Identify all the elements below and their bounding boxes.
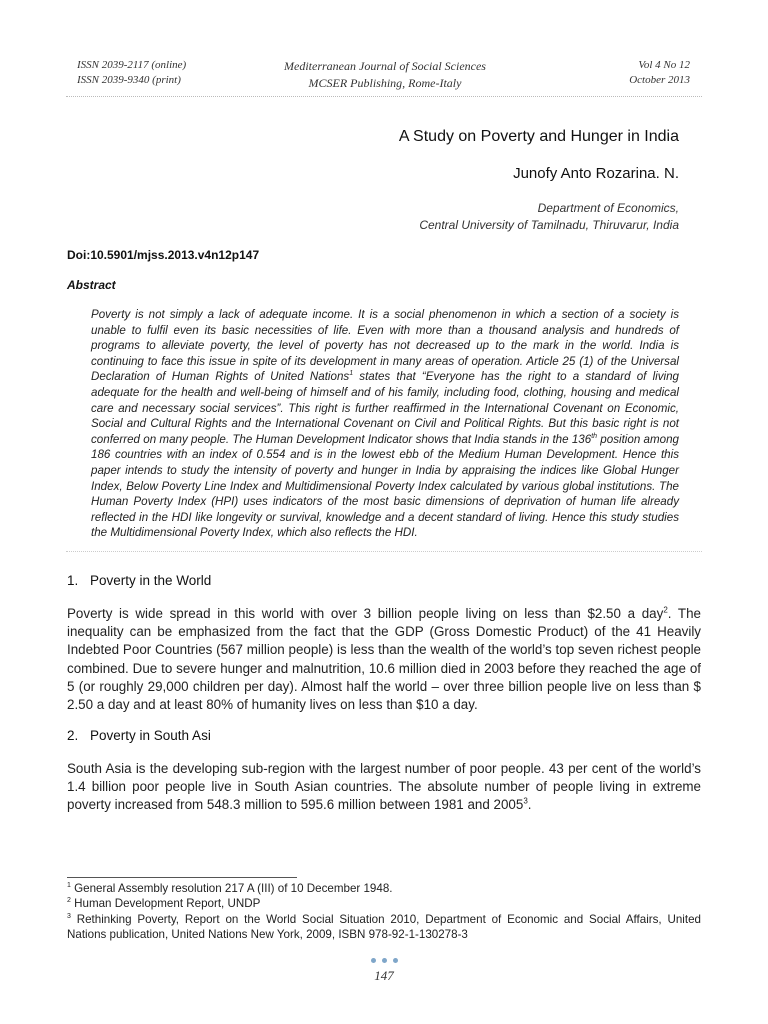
header-journal <box>220 58 550 92</box>
page-number: 147 <box>374 968 394 983</box>
footnote-text: Human Development Report, UNDP <box>70 897 261 911</box>
footnote-divider <box>67 877 297 878</box>
section-title: Poverty in the World <box>90 573 212 588</box>
section-heading-2 <box>67 728 211 743</box>
footnote-ref-3: 3 <box>523 796 528 806</box>
footnote-mark: 3 <box>67 912 71 920</box>
footnotes <box>67 881 701 943</box>
header-issn <box>77 58 186 88</box>
footnote-3 <box>67 912 701 943</box>
footnote-ref-2: 2 <box>663 605 668 615</box>
abstract-text-part-3: position among 186 countries with an index of 0.554 and is in the lowest ebb of the Medium Human Development. Hence this paper intends to study the intensity of poverty and hunger in India by appraising the indices like Global Hunger Index, Below Poverty Line Index and Multidimensional Poverty Index calculated by various global institutions. The Human Poverty Index (HPI) uses indicators of the most basic dimensions of deprivation of human life already reflected in the HDI like longevity or survival, knowledge and a decent standard of living. Hence this study studies the Multidimensional Poverty Index, which also reflects the HDI. <box>91 432 679 540</box>
issn-print: ISSN 2039-9340 (print) <box>77 74 181 86</box>
footnote-mark: 2 <box>67 897 71 905</box>
issn-online: ISSN 2039-2117 (online) <box>77 59 187 71</box>
abstract-body <box>91 307 679 541</box>
affiliation-department: Department of Economics, <box>537 201 679 215</box>
dot-icon <box>371 958 376 963</box>
volume-number: Vol 4 No 12 <box>638 59 690 71</box>
affiliation-university: Central University of Tamilnadu, Thiruvarur, India <box>419 218 679 232</box>
abstract-text-part-2: states that “Everyone has the right to a standard of living adequate for the health and well-being of himself and of his family, including food, clothing, housing and medical care and necessary social services”. This right is further reaffirmed in the International Covenant on Economic, Social and Cultural Rights and the International Covenant on Civil and Political Rights. But this basic right is not conferred on many people. The Human Development Indicator shows that India stands in the 136 <box>91 370 679 446</box>
section-title: Poverty in South Asi <box>90 728 211 743</box>
section-number: 1. <box>67 573 79 588</box>
section-heading-1 <box>67 573 211 588</box>
section-number: 2. <box>67 728 79 743</box>
paper-author: Junofy Anto Rozarina. N. <box>513 165 679 182</box>
paragraph-text: South Asia is the developing sub-region with the largest number of poor people. 43 per cent of the world’s 1.4 billion poor people live in South Asian countries. The absolute number of people living in extreme poverty increased from 548.3 million to 595.6 million between 1981 and 2005 <box>67 761 701 813</box>
footnote-ref-1: 1 <box>349 370 354 378</box>
paragraph-text: . <box>527 797 532 813</box>
section-2-paragraph <box>67 760 701 815</box>
paragraph-text: . The inequality can be emphasized from the fact that the GDP (Gross Domestic Product) of the 41 Heavily Indebted Poor Countries (567 million people) is less than the wealth of the world’s top seven richest people combined. Due to severe hunger and malnutrition, 10.6 million died in 2003 before they reached the age of 5 (or roughly 29,000 children per day). Almost half the world – over three billion people live on less than $ 2.50 a day and at least 80% of humanity lives on less than $10 a day. <box>67 606 701 713</box>
abstract-text-part-1: Poverty is not simply a lack of adequate income. It is a social phenomenon in which a section of a society is unable to fulfil even its basic necessities of life. Even with more than a thousand analysis and hundreds of programs to alleviate poverty, the level of poverty has not decreased up to the mark in the world. India is continuing to face this issue in spite of its development in many areas of operation. Article 25 (1) of the Universal Declaration of Human Rights of United Nations <box>91 308 679 384</box>
header-issue <box>629 58 690 88</box>
dot-icon <box>393 958 398 963</box>
journal-name: Mediterranean Journal of Social Sciences <box>284 59 486 73</box>
paper-title: A Study on Poverty and Hunger in India <box>398 128 679 145</box>
footnote-2 <box>67 896 701 911</box>
footnote-1 <box>67 881 701 896</box>
paper-doi: Doi:10.5901/mjss.2013.v4n12p147 <box>67 248 260 262</box>
footer-dots-ornament <box>0 958 768 966</box>
section-1-paragraph <box>67 605 701 714</box>
header-divider <box>66 96 702 97</box>
footnote-text: Rethinking Poverty, Report on the World Social Situation 2010, Department of Economic and Social Affairs, United Nations publication, United Nations New York, 2009, ISBN 978-92-1-130278-3 <box>67 912 701 942</box>
dot-icon <box>382 958 387 963</box>
ordinal-suffix: th <box>591 432 598 440</box>
issue-date: October 2013 <box>629 74 690 86</box>
publisher-name: MCSER Publishing, Rome-Italy <box>308 76 462 90</box>
footnote-mark: 1 <box>67 882 71 890</box>
abstract-heading: Abstract <box>67 278 116 292</box>
abstract-divider <box>66 551 702 552</box>
author-affiliation <box>419 200 679 234</box>
footnote-text: General Assembly resolution 217 A (III) of 10 December 1948. <box>70 882 393 895</box>
paragraph-text: Poverty is wide spread in this world with over 3 billion people living on less than $2.50 a day <box>67 606 664 621</box>
